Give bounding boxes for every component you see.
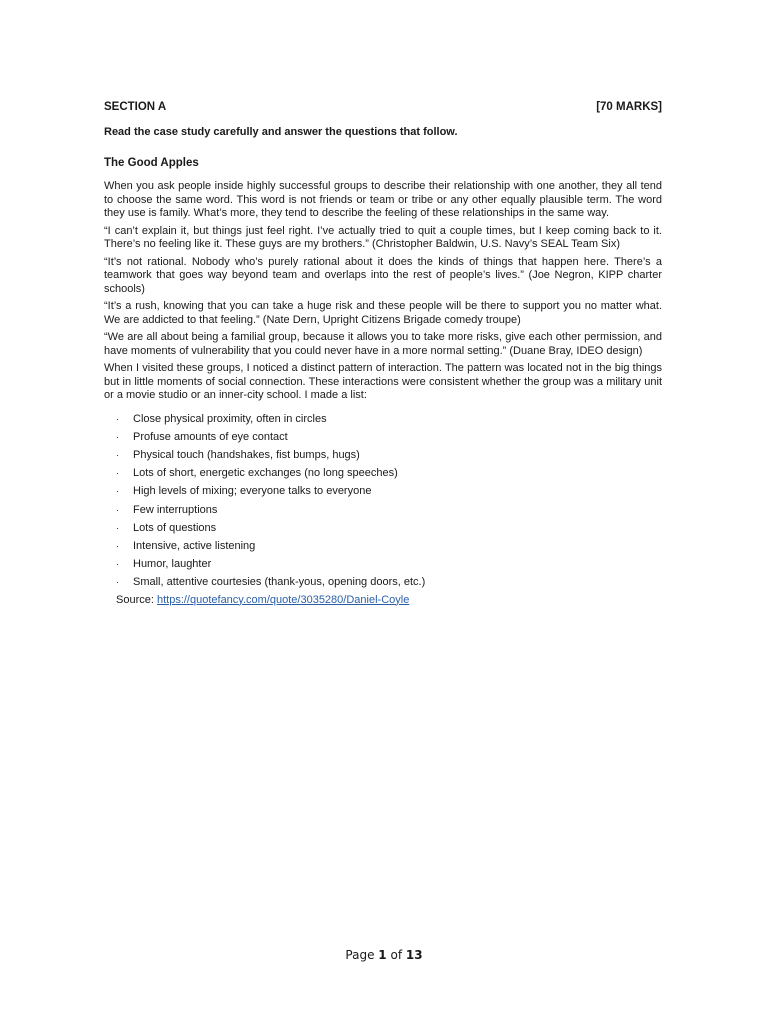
observation-paragraph: When I visited these groups, I noticed a distinct pattern of interaction. The pattern was located not in the big things but in little moments of social connection. These interactions were consistent whether the group was a military unit or a movie studio or an inner-city school. I made a list: <box>104 362 662 401</box>
bullet: · <box>116 540 119 551</box>
section-label: SECTION A <box>104 101 167 113</box>
quote-paragraph: “It’s not rational. Nobody who’s purely rational about it does the kinds of things that happen here. There’s a teamwork that goes way beyond team and overlaps into the rest of people’s lives.” (Joe Negron, KIPP charter schools) <box>104 255 662 295</box>
instruction-text: Read the case study carefully and answer the questions that follow. <box>104 126 458 138</box>
list-item-text: Lots of short, energetic exchanges (no long speeches) <box>133 467 398 480</box>
list-item <box>104 537 662 555</box>
bullet: · <box>116 486 119 497</box>
list-item-text: Small, attentive courtesies (thank-yous, opening doors, etc.) <box>133 576 426 589</box>
list-item <box>104 428 662 446</box>
quote-paragraph: “It’s a rush, knowing that you can take a huge risk and these people will be there to support you no matter what. We are addicted to that feeling.” (Nate Dern, Upright Citizens Brigade comedy troupe) <box>104 300 662 326</box>
list-item <box>104 555 662 573</box>
list-item-text: Intensive, active listening <box>133 539 256 552</box>
list-item-text: Few interruptions <box>133 503 218 516</box>
list-item <box>104 446 662 464</box>
total-page-count: 13 <box>405 948 423 962</box>
bullet: · <box>116 468 119 479</box>
bullet: · <box>116 559 119 570</box>
list-item <box>104 464 662 482</box>
intro-paragraph: When you ask people inside highly successful groups to describe their relationship with one another, they all tend to choose the same word. This word is not friends or team or tribe or any other equally plausible term. The word they use is family. What’s more, they tend to describe the feeling of these relationships in the same way. <box>104 180 662 219</box>
bullet: · <box>116 522 119 533</box>
bullet: · <box>116 431 119 442</box>
current-page-number: 1 <box>378 948 387 962</box>
list-item-text: Lots of questions <box>133 521 217 534</box>
quote-paragraph: “We are all about being a familial group, because it allows you to take more risks, give each other permission, and have moments of vulnerability that you could never have in a more normal setting.” (Duane Bray, IDEO design) <box>104 331 662 357</box>
page-content <box>104 98 662 609</box>
list-item-text: Humor, laughter <box>133 558 212 571</box>
page-number-footer <box>0 946 768 964</box>
list-item <box>104 410 662 428</box>
case-study-title: The Good Apples <box>104 157 199 169</box>
list-item <box>104 501 662 519</box>
list-item-text: High levels of mixing; everyone talks to everyone <box>133 485 372 498</box>
source-link[interactable]: https://quotefancy.com/quote/3035280/Daniel-Coyle <box>156 593 410 606</box>
list-item-text: Physical touch (handshakes, fist bumps, hugs) <box>133 448 360 461</box>
section-header <box>104 98 662 116</box>
of-word: of <box>386 948 406 962</box>
source-label: Source: <box>116 593 157 606</box>
list-item <box>104 573 662 591</box>
page-word: Page <box>345 948 379 962</box>
bullet: · <box>116 449 119 460</box>
list-item <box>104 482 662 500</box>
list-item-text: Profuse amounts of eye contact <box>133 430 288 443</box>
section-marks: [70 MARKS] <box>596 101 662 113</box>
interaction-list <box>104 410 662 592</box>
list-item-text: Close physical proximity, often in circles <box>133 412 327 425</box>
source-line <box>104 592 662 609</box>
bullet: · <box>116 413 119 424</box>
bullet: · <box>116 504 119 515</box>
quote-paragraph: “I can’t explain it, but things just feel right. I’ve actually tried to quit a couple times, but I keep coming back to it. There’s no feeling like it. These guys are my brothers.” (Christopher Baldwin, U.S. Navy’s SEAL Team Six) <box>104 224 662 250</box>
list-item <box>104 519 662 537</box>
bullet: · <box>116 577 119 588</box>
